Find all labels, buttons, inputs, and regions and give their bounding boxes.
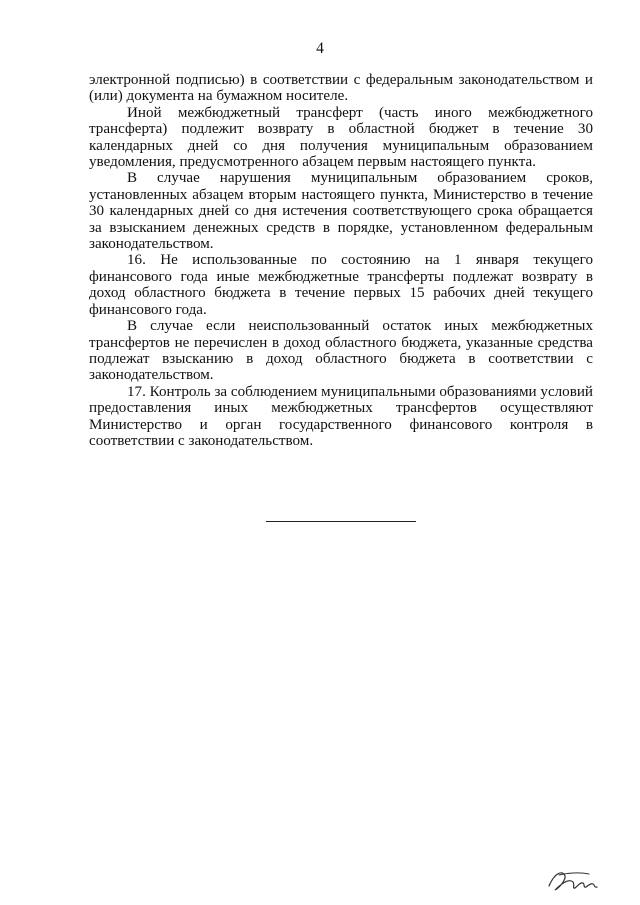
document-body (89, 72, 593, 449)
paragraph: Иной межбюджетный трансферт (часть иного межбюджетного трансферта) подлежит возврату в областной бюджет в течение 30 календарных дней со дня получения муниципальным образованием уведомления, предусмотренного абзацем первым настоящего пункта. (89, 104, 593, 171)
page-number: 4 (316, 40, 324, 57)
paragraph: В случае если неиспользованный остаток иных межбюджетных трансфертов не перечислен в доход областного бюджета, указанные средства подлежат взысканию в доход областного бюджета в соответствии с законодательством. (89, 318, 593, 384)
paragraph: электронной подписью) в соответствии с федеральным законодательством и (или) документа на бумажном носителе. (89, 72, 593, 105)
paragraph: 16. Не использованные по состоянию на 1 января текущего финансового года иные межбюджетные трансферты подлежат возврату в доход областного бюджета в течение первых 15 рабочих дней текущего финансового года. (89, 252, 593, 318)
signature-initials (545, 866, 605, 894)
paragraph: 17. Контроль за соблюдением муниципальными образованиями условий предоставления иных межбюджетных трансфертов осуществляют Министерство и орган государственного финансового контроля в соответствии с законодательством. (89, 383, 594, 449)
end-divider-line (266, 521, 416, 522)
paragraph: В случае нарушения муниципальным образованием сроков, установленных абзацем вторым настоящего пункта, Министерство в течение 30 календарных дней со дня истечения соответствующего срока обращается за взысканием денежных средств в порядке, установленном федеральным законодательством. (89, 170, 593, 253)
